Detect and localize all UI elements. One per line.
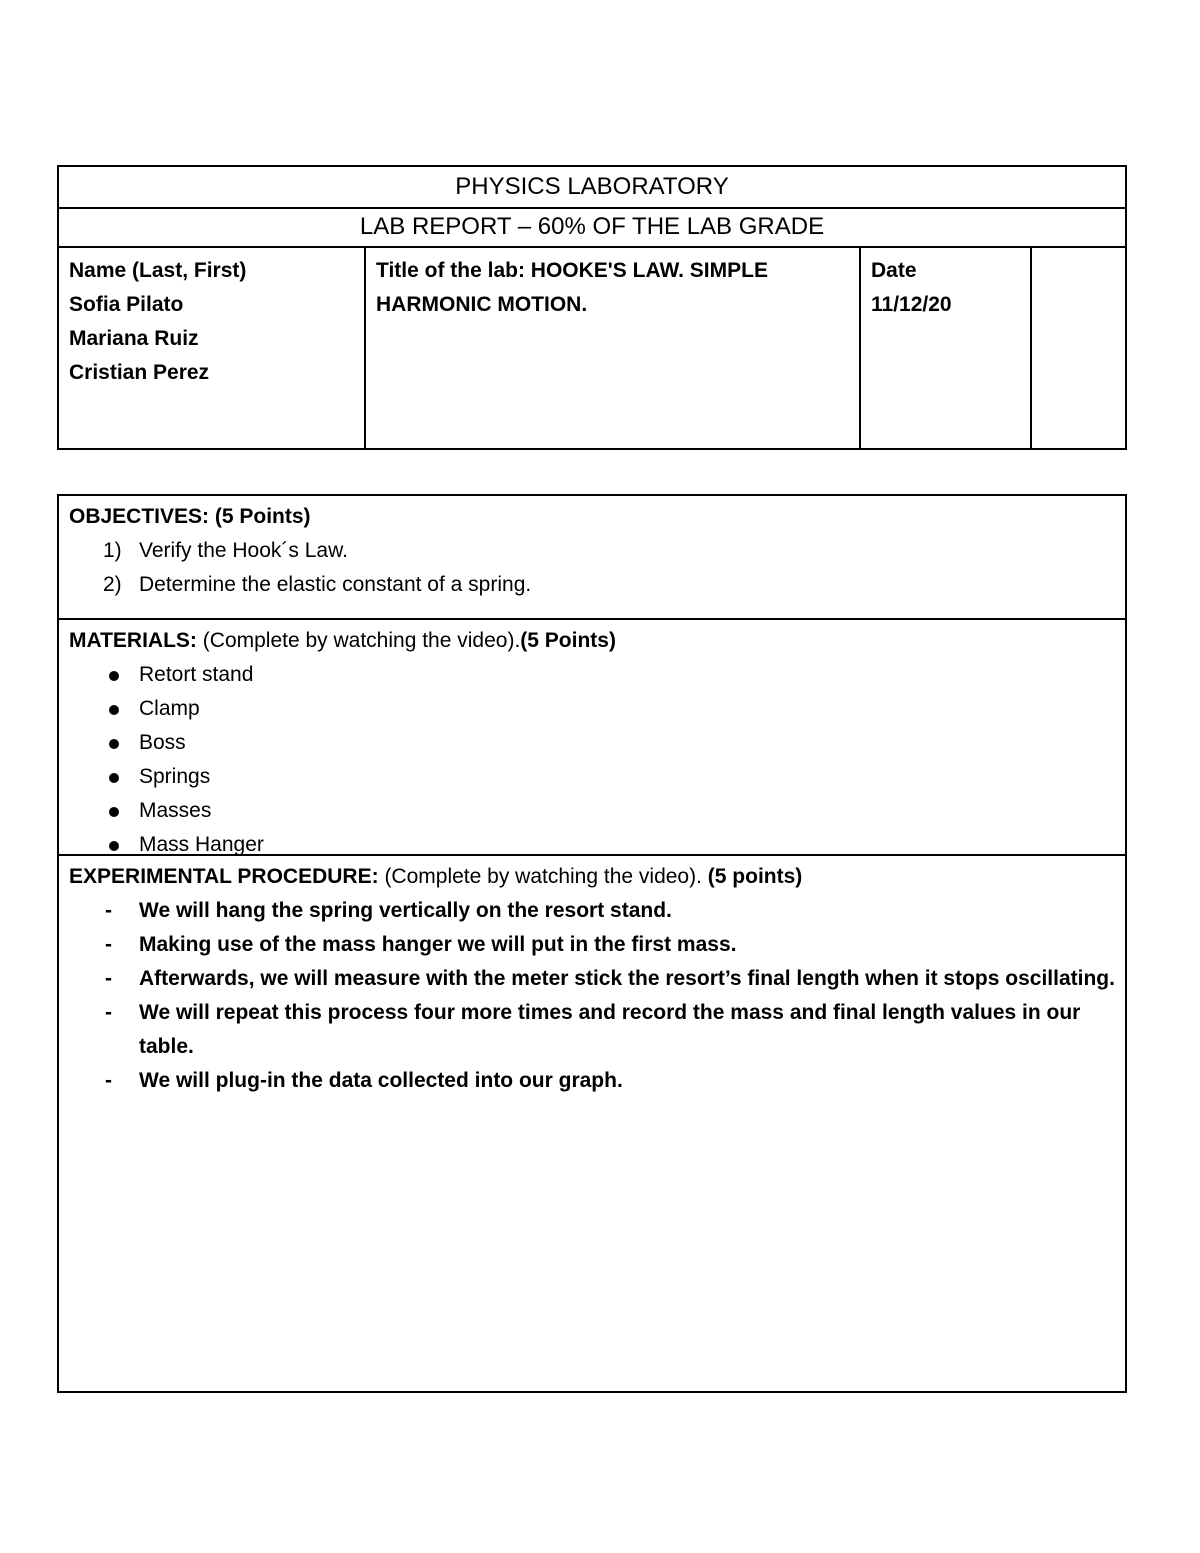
list-item: [69, 568, 1115, 602]
dash-marker: -: [105, 933, 112, 956]
procedure-list: [69, 894, 1115, 1098]
procedure-section: [59, 856, 1125, 1391]
page-title: PHYSICS LABORATORY: [59, 167, 1125, 209]
info-row: [59, 248, 1125, 448]
item-number: 2): [103, 573, 122, 596]
date-value: 11/12/20: [871, 293, 952, 316]
bullet-icon: [109, 841, 119, 851]
item-text: Mass Hanger: [139, 833, 264, 856]
bullet-icon: [109, 705, 119, 715]
lab-title-line: Title of the lab: HOOKE'S LAW. SIMPLE: [376, 259, 768, 282]
header-table: [57, 165, 1127, 450]
dash-marker: -: [105, 899, 112, 922]
names-cell: [59, 248, 366, 448]
list-item: [69, 760, 1115, 794]
dash-marker: -: [105, 1001, 112, 1024]
list-item: [69, 658, 1115, 692]
item-text: Making use of the mass hanger we will put in the first mass.: [139, 933, 737, 956]
bullet-icon: [109, 773, 119, 783]
list-item: [69, 928, 1115, 962]
item-text: We will plug-in the data collected into our graph.: [139, 1069, 623, 1092]
materials-section: [59, 620, 1125, 856]
list-item: [69, 692, 1115, 726]
dash-marker: -: [105, 967, 112, 990]
materials-points: (5 Points): [520, 629, 616, 652]
item-text: Verify the Hook´s Law.: [139, 539, 348, 562]
student-name: Sofia Pilato: [69, 293, 184, 316]
date-cell: [861, 248, 1032, 448]
procedure-points: (5 points): [707, 865, 803, 888]
report-subtitle: LAB REPORT – 60% OF THE LAB GRADE: [59, 207, 1125, 248]
objectives-section: [59, 496, 1125, 620]
item-text: Retort stand: [139, 663, 254, 686]
objectives-label: OBJECTIVES:: [69, 505, 210, 528]
list-item: [69, 996, 1115, 1064]
procedure-note: (Complete by watching the video).: [384, 865, 702, 888]
item-text: Boss: [139, 731, 186, 754]
item-text: Springs: [139, 765, 211, 788]
bullet-icon: [109, 671, 119, 681]
item-text: We will hang the spring vertically on the resort stand.: [139, 899, 672, 922]
objectives-heading: [69, 500, 1115, 534]
bullet-icon: [109, 807, 119, 817]
dash-marker: -: [105, 1069, 112, 1092]
item-number: 1): [103, 539, 122, 562]
item-text: We will repeat this process four more times and record the mass and final length values in our table.: [139, 1001, 1081, 1058]
procedure-heading: [69, 860, 1115, 894]
list-item: [69, 894, 1115, 928]
date-label: Date: [871, 259, 917, 282]
empty-cell: [1032, 248, 1125, 448]
objectives-points: (5 Points): [214, 505, 311, 528]
item-text: Clamp: [139, 697, 200, 720]
procedure-label: EXPERIMENTAL PROCEDURE:: [69, 865, 379, 888]
student-name: Cristian Perez: [69, 361, 210, 384]
list-item: [69, 534, 1115, 568]
list-item: [69, 794, 1115, 828]
objectives-list: [69, 534, 1115, 602]
materials-heading: [69, 624, 1115, 658]
list-item: [69, 1064, 1115, 1098]
name-label: Name (Last, First): [69, 259, 247, 282]
item-text: Masses: [139, 799, 212, 822]
item-text: Afterwards, we will measure with the meter stick the resort’s final length when it stops oscillating.: [139, 967, 1115, 990]
student-name: Mariana Ruiz: [69, 327, 199, 350]
item-text: Determine the elastic constant of a spring.: [139, 573, 532, 596]
materials-note: (Complete by watching the video).: [202, 629, 521, 652]
materials-list: [69, 658, 1115, 862]
lab-title-cell: [366, 248, 861, 448]
bullet-icon: [109, 739, 119, 749]
lab-title-line: HARMONIC MOTION.: [376, 293, 588, 316]
list-item: [69, 962, 1115, 996]
materials-label: MATERIALS:: [69, 629, 197, 652]
report-body-table: [57, 494, 1127, 1393]
list-item: [69, 726, 1115, 760]
